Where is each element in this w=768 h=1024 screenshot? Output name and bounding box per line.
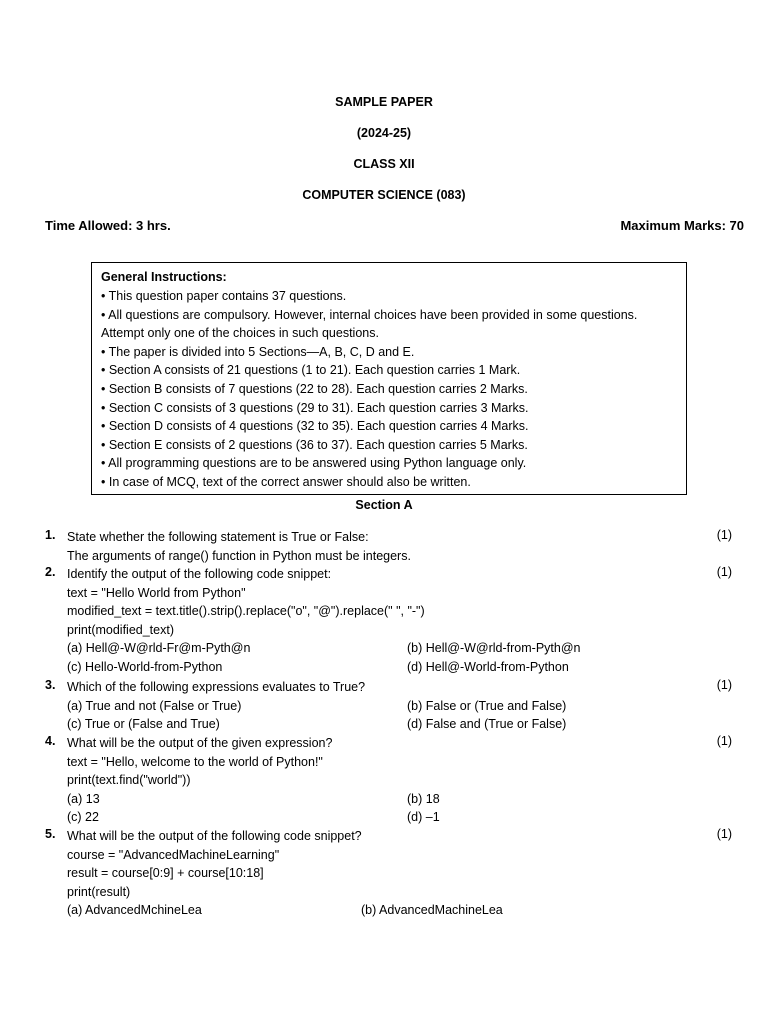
option-row: [67, 658, 735, 677]
question-5: [45, 827, 735, 920]
option-a: (a) Hell@-W@rld-Fr@m-Pyth@n: [67, 641, 251, 656]
option-row: [67, 715, 735, 734]
question-2: [45, 565, 735, 677]
question-marks: (1): [716, 678, 732, 692]
code-line: course = "AdvancedMachineLearning": [67, 847, 280, 862]
question-text: Which of the following expressions evaluates to True?: [67, 680, 366, 694]
question-3: [45, 678, 735, 734]
code-line: print(modified_text): [67, 622, 174, 637]
option-d: (d) Hell@-World-from-Python: [407, 659, 569, 674]
question-text: The arguments of range() function in Python must be integers.: [67, 548, 411, 563]
option-d: (d) –1: [407, 810, 440, 825]
option-c: (c) Hello-World-from-Python: [67, 659, 223, 674]
time-allowed: Time Allowed: 3 hrs.: [45, 218, 171, 233]
question-marks: (1): [716, 734, 732, 748]
option-a: (a) True and not (False or True): [67, 698, 242, 713]
general-instructions-box: [91, 262, 687, 495]
option-row: [67, 790, 735, 809]
question-text: Identify the output of the following code snippet:: [67, 567, 332, 581]
question-text: What will be the output of the given expression?: [67, 736, 333, 750]
code-line: text = "Hello, welcome to the world of Python!": [67, 754, 323, 769]
option-b: (b) 18: [407, 791, 440, 806]
question-text: State whether the following statement is True or False:: [67, 530, 369, 544]
option-b: (b) AdvancedMachineLea: [361, 903, 503, 918]
option-c: (c) True or (False and True): [67, 717, 220, 732]
option-row: [67, 901, 735, 920]
instruction-line: • Section A consists of 21 questions (1 to 21). Each question carries 1 Mark.: [101, 363, 521, 378]
instruction-line: • Section E consists of 2 questions (36 to 37). Each question carries 5 Marks.: [101, 437, 528, 452]
maximum-marks: Maximum Marks: 70: [620, 218, 744, 233]
paper-title: SAMPLE PAPER: [335, 95, 433, 109]
question-marks: (1): [716, 528, 732, 542]
instructions-title: General Instructions:: [101, 270, 227, 284]
instruction-line: • In case of MCQ, text of the correct answer should also be written.: [101, 474, 471, 489]
code-line: text = "Hello World from Python": [67, 585, 246, 600]
option-b: (b) False or (True and False): [407, 698, 567, 713]
question-number: 5.: [45, 827, 56, 841]
instruction-line: • Section C consists of 3 questions (29 to 31). Each question carries 3 Marks.: [101, 400, 529, 415]
question-4: [45, 734, 735, 827]
paper-subject: COMPUTER SCIENCE (083): [302, 188, 466, 202]
question-marks: (1): [716, 827, 732, 841]
code-line: result = course[0:9] + course[10:18]: [67, 866, 264, 881]
instruction-line: • All programming questions are to be answered using Python language only.: [101, 456, 527, 471]
question-number: 1.: [45, 528, 56, 542]
option-b: (b) Hell@-W@rld-from-Pyth@n: [407, 641, 581, 656]
question-text: What will be the output of the following code snippet?: [67, 829, 362, 843]
option-row: [67, 639, 735, 658]
question-1: [45, 528, 735, 565]
paper-class: CLASS XII: [353, 157, 415, 171]
code-line: modified_text = text.title().strip().replace("o", "@").replace(" ", "-"): [67, 604, 425, 619]
code-line: print(text.find("world")): [67, 773, 191, 788]
instruction-line: Attempt only one of the choices in such questions.: [101, 326, 379, 341]
paper-year: (2024-25): [356, 126, 412, 140]
option-row: [67, 697, 735, 716]
code-line: print(result): [67, 884, 131, 899]
option-a: (a) 13: [67, 791, 100, 806]
option-d: (d) False and (True or False): [407, 717, 567, 732]
instruction-line: • This question paper contains 37 questions.: [101, 289, 347, 303]
question-number: 2.: [45, 565, 56, 579]
instruction-line: • Section D consists of 4 questions (32 to 35). Each question carries 4 Marks.: [101, 419, 529, 434]
question-number: 3.: [45, 678, 56, 692]
instruction-line: • All questions are compulsory. However, internal choices have been provided in some questions.: [101, 307, 638, 322]
instruction-line: • The paper is divided into 5 Sections—A, B, C, D and E.: [101, 344, 415, 359]
option-a: (a) AdvancedMchineLea: [67, 903, 202, 918]
instruction-line: • Section B consists of 7 questions (22 to 28). Each question carries 2 Marks.: [101, 381, 528, 396]
option-row: [67, 808, 735, 827]
section-a-heading: Section A: [355, 498, 413, 512]
question-number: 4.: [45, 734, 56, 748]
question-marks: (1): [716, 565, 732, 579]
option-c: (c) 22: [67, 810, 99, 825]
